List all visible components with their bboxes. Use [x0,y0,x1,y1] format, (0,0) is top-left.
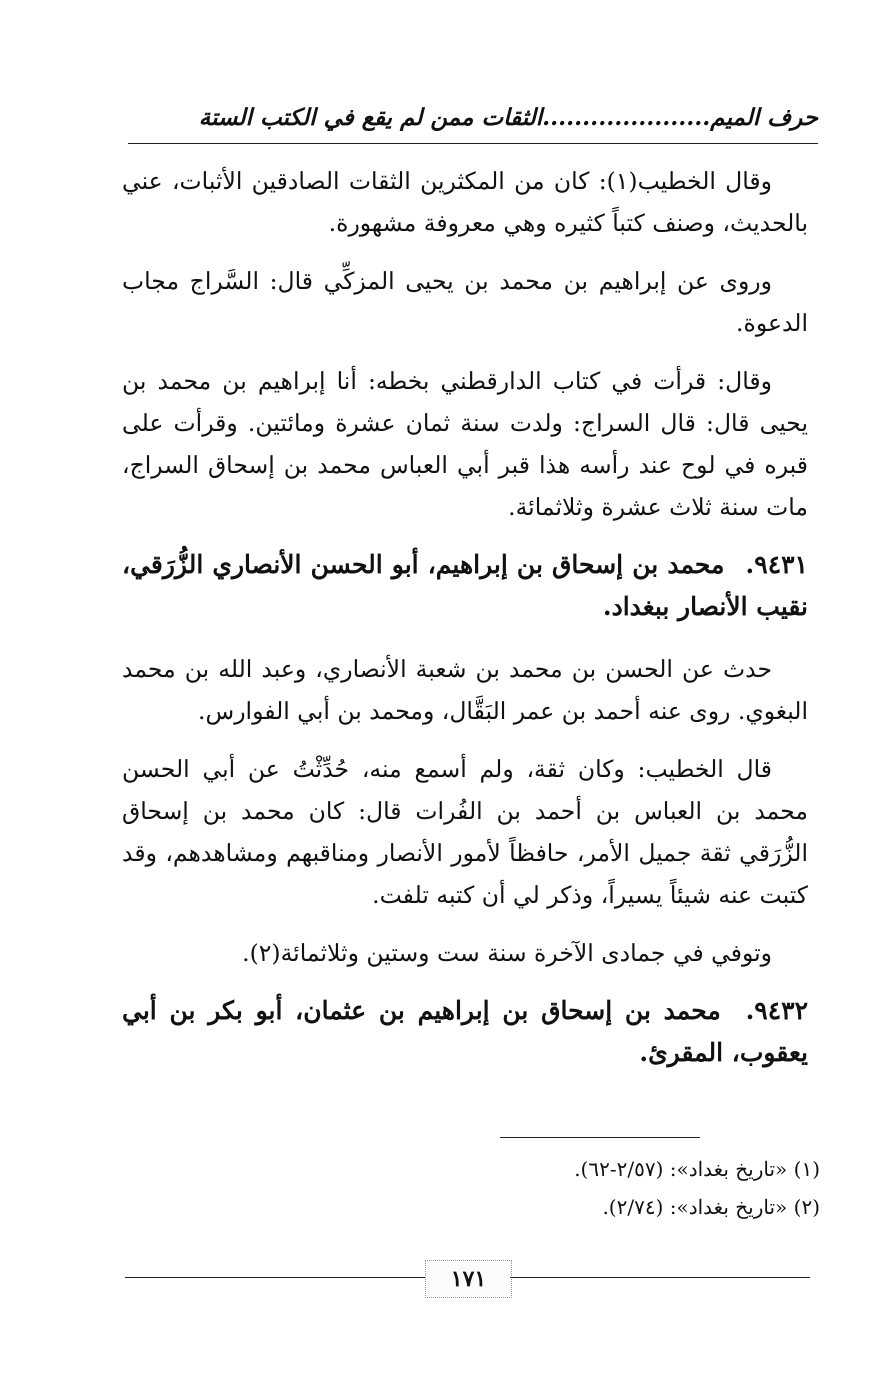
paragraph: وتوفي في جمادى الآخرة سنة ست وستين وثلاثمائة(٢). [242,939,772,967]
running-header: حرف الميم.....................الثقات ممن لم يقع في الكتب الستة [198,104,818,131]
footer-divider [510,1277,810,1278]
entry-heading [122,990,808,1074]
paragraph: قال الخطيب: وكان ثقة، ولم أسمع منه، حُدِّثْتُ عن أبي الحسن محمد بن العباس بن أحمد بن الفُرات قال: كان محمد بن إسحاق الزُّرَقي ثقة جميل الأمر، حافظاً لأمور الأنصار ومناقبهم ومشاهدهم، وقد كتبت عنه شيئاً يسيراً، وذكر لي أن كتبه تلفت. [122,755,808,909]
entry-title: محمد بن إسحاق بن إبراهيم بن عثمان، أبو بكر بن أبي يعقوب، المقرئ. [122,996,808,1067]
entry-number: ٩٤٣٢. [745,996,808,1025]
footnotes [300,1150,820,1226]
entry-heading [122,544,808,628]
header-divider [128,143,818,144]
footnote-divider [500,1137,700,1138]
entry-number: ٩٤٣١. [745,550,808,579]
main-text [122,160,808,1094]
footer-divider [125,1277,425,1278]
paragraph: وقال الخطيب(١): كان من المكثرين الثقات الصادقين الأثبات، عني بالحديث، وصنف كتباً كثيره وهي معروفة مشهورة. [122,167,808,237]
entry-title: محمد بن إسحاق بن إبراهيم، أبو الحسن الأنصاري الزُّرَقي، نقيب الأنصار ببغداد. [122,550,808,621]
footnote: (٢) «تاريخ بغداد»: (٢/٧٤). [602,1195,820,1219]
paragraph: وروى عن إبراهيم بن محمد بن يحيى المزكِّي قال: السَّراج مجاب الدعوة. [122,267,808,337]
page-number: ١٧١ [425,1260,512,1298]
paragraph: وقال: قرأت في كتاب الدارقطني بخطه: أنا إبراهيم بن محمد بن يحيى قال: قال السراج: ولدت سنة ثمان عشرة ومائتين. وقرأت على قبره في لوح عند رأسه هذا قبر أبي العباس محمد بن إسحاق السراج، مات سنة ثلاث عشرة وثلاثمائة. [122,367,808,521]
footnote: (١) «تاريخ بغداد»: (٢/٥٧-٦٢). [574,1157,820,1181]
paragraph: حدث عن الحسن بن محمد بن شعبة الأنصاري، وعبد الله بن محمد البغوي. روى عنه أحمد بن عمر البَقَّال، ومحمد بن أبي الفوارس. [122,655,808,725]
